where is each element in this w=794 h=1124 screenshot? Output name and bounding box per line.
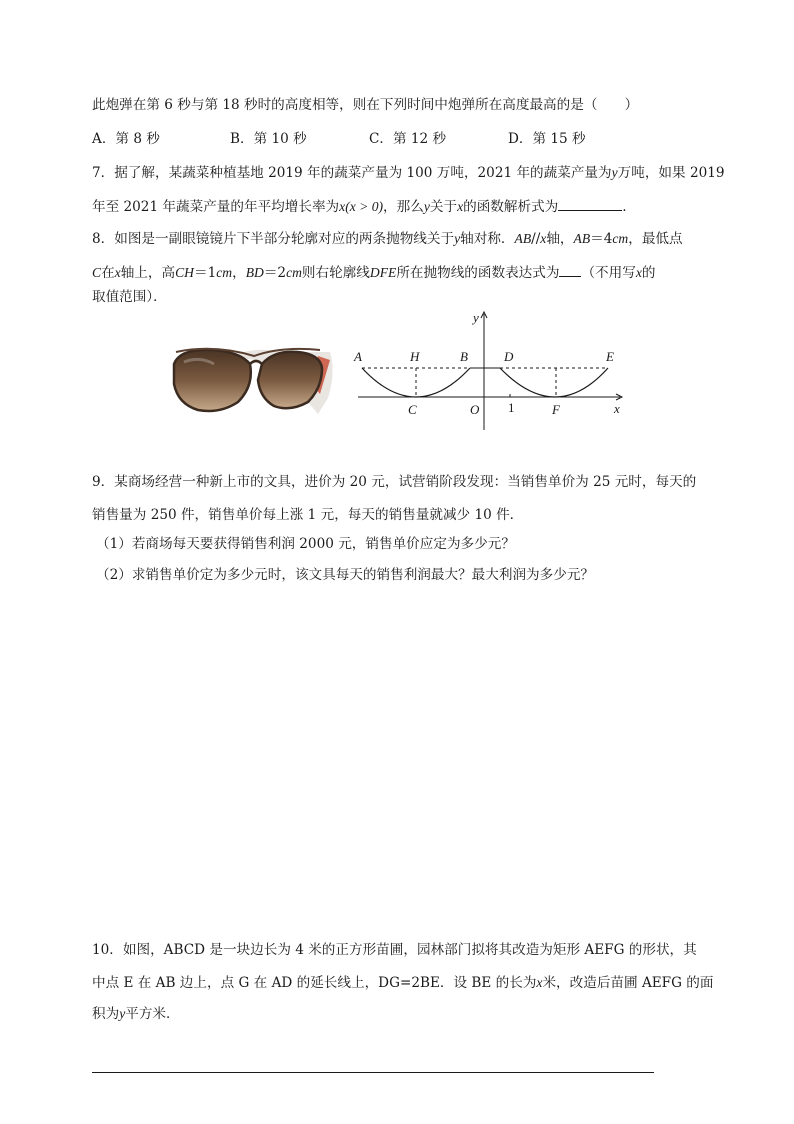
q9-part-1: （1）若商场每天要获得销售利润 2000 元，销售单价应定为多少元？ xyxy=(96,536,515,552)
q8-answer-blank[interactable] xyxy=(559,262,581,277)
footer-rule xyxy=(92,1072,654,1073)
q6-option-c[interactable]: C．第 12 秒 xyxy=(369,131,447,147)
q10-line-1: 10．如图，ABCD 是一块边长为 4 米的正方形苗圃，园林部门拟将其改造为矩形 AEFG 的形状，其 xyxy=(92,942,697,958)
sunglasses-image xyxy=(170,342,338,418)
label-b: B xyxy=(460,349,468,364)
label-o: O xyxy=(470,402,480,417)
q8-line-3: 取值范围）． xyxy=(92,289,167,305)
q7-line-1: 7．据了解，某蔬菜种植基地 2019 年的蔬菜产量为 100 万吨，2021 年的蔬菜产量为y万吨，如果 2019 xyxy=(92,165,725,181)
q9-line-2: 销售量为 250 件，销售单价每上涨 1 元，每天的销售量就减少 10 件． xyxy=(92,507,524,523)
parabola-figure xyxy=(352,308,632,432)
q6-option-d[interactable]: D．第 15 秒 xyxy=(508,131,586,147)
label-c: C xyxy=(408,402,417,417)
label-x: x xyxy=(614,401,620,416)
q7-answer-blank[interactable] xyxy=(558,196,622,211)
label-f: F xyxy=(552,402,560,417)
q6-option-b[interactable]: B．第 10 秒 xyxy=(230,131,307,147)
q10-line-3: 积为y平方米． xyxy=(92,1006,180,1022)
q6-options xyxy=(92,129,692,149)
q9-part-2: （2）求销售单价定为多少元时，该文具每天的销售利润最大？最大利润为多少元？ xyxy=(96,567,595,583)
label-e: E xyxy=(606,349,614,364)
label-y: y xyxy=(473,310,479,325)
bridge xyxy=(250,361,262,364)
q9-line-1: 9．某商场经营一种新上市的文具，进价为 20 元，试营销阶段发现：当销售单价为 25 元时，每天的 xyxy=(92,474,697,490)
right-parabola xyxy=(500,368,608,397)
left-lens xyxy=(174,350,251,411)
q8-line-1: 8．如图是一副眼镜镜片下半部分轮廓对应的两条抛物线关于y轴对称．AB//x轴，AB＝4cm，最低点 xyxy=(92,231,683,247)
q10-line-2: 中点 E 在 AB 边上，点 G 在 AD 的延长线上，DG=2BE．设 BE 的长为x米，改造后苗圃 AEFG 的面 xyxy=(92,975,714,991)
q6-stem: 此炮弹在第 6 秒与第 18 秒时的高度相等，则在下列时间中炮弹所在高度最高的是（ ） xyxy=(92,97,639,113)
q7-line-2: 年至 2021 年蔬菜产量的年平均增长率为x(x > 0)，那么y关于x的函数解析式为 . xyxy=(92,196,627,217)
label-h: H xyxy=(410,349,420,364)
label-one: 1 xyxy=(508,400,515,415)
label-a: A xyxy=(354,349,362,364)
q6-option-a[interactable]: A．第 8 秒 xyxy=(92,131,160,147)
label-d: D xyxy=(504,349,514,364)
q8-line-2: C在x轴上，高CH＝1cm，BD＝2cm则右轮廓线DFE所在抛物线的函数表达式为 （不用写x的 xyxy=(92,262,655,283)
